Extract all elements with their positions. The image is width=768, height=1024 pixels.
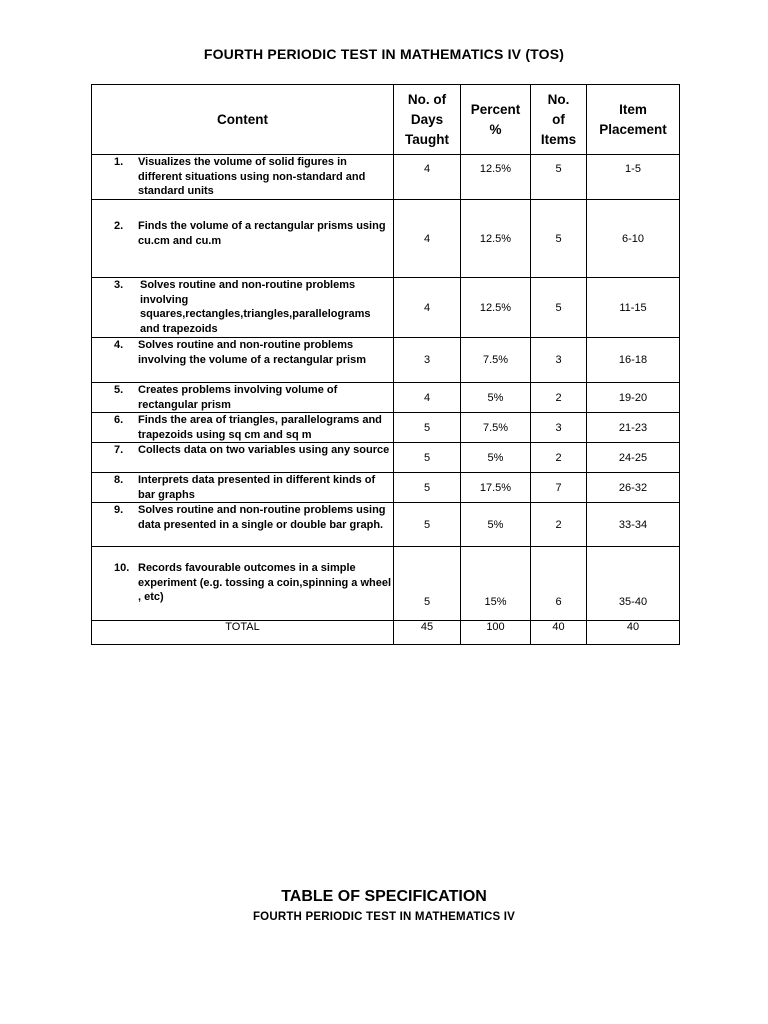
header-items-line-2: of bbox=[552, 111, 565, 127]
header-placement-line-2: Placement bbox=[599, 121, 667, 137]
row-number: 5. bbox=[114, 384, 124, 396]
row-content bbox=[92, 547, 394, 621]
header-percent bbox=[461, 85, 531, 155]
table-row bbox=[92, 547, 680, 621]
row-number: 7. bbox=[114, 444, 124, 456]
row-percent: 5% bbox=[461, 503, 531, 547]
header-item-placement bbox=[587, 85, 680, 155]
row-items: 2 bbox=[531, 503, 587, 547]
header-days-line-1: No. of bbox=[407, 91, 447, 107]
row-number: 3. bbox=[114, 279, 124, 291]
row-content bbox=[92, 473, 394, 503]
row-days: 5 bbox=[394, 473, 461, 503]
row-content bbox=[92, 338, 394, 383]
row-content bbox=[92, 200, 394, 278]
row-number: 9. bbox=[114, 504, 124, 516]
row-content bbox=[92, 155, 394, 200]
row-days: 3 bbox=[394, 338, 461, 383]
table-row bbox=[92, 155, 680, 200]
row-days: 4 bbox=[394, 383, 461, 413]
header-no-of-items bbox=[531, 85, 587, 155]
row-content-text: Creates problems involving volume of rectangular prism bbox=[138, 384, 338, 411]
row-percent: 7.5% bbox=[461, 338, 531, 383]
row-content-text: Solves routine and non-routine problems involving squares,rectangles,triangles,parallelograms and trapezoids bbox=[140, 279, 371, 335]
row-number: 6. bbox=[114, 414, 124, 426]
header-items-line-1: No. bbox=[547, 91, 570, 107]
header-days-taught bbox=[394, 85, 461, 155]
header-percent-line-2: % bbox=[489, 121, 502, 137]
row-content-text: Finds the area of triangles, parallelograms and trapezoids using sq cm and sq m bbox=[138, 414, 382, 441]
row-items: 2 bbox=[531, 443, 587, 473]
row-placement: 21-23 bbox=[587, 413, 680, 443]
row-content bbox=[92, 443, 394, 473]
row-items: 6 bbox=[531, 547, 587, 621]
document-title: FOURTH PERIODIC TEST IN MATHEMATICS IV (TOS) bbox=[203, 46, 565, 62]
row-content bbox=[92, 278, 394, 338]
header-placement-line-1: Item bbox=[619, 101, 647, 117]
table-row bbox=[92, 413, 680, 443]
row-items: 5 bbox=[531, 278, 587, 338]
row-items: 5 bbox=[531, 200, 587, 278]
row-placement: 19-20 bbox=[587, 383, 680, 413]
row-number: 10. bbox=[114, 562, 130, 574]
total-percent: 100 bbox=[461, 621, 531, 645]
row-placement: 35-40 bbox=[587, 547, 680, 621]
row-number: 4. bbox=[114, 339, 124, 351]
row-items: 5 bbox=[531, 155, 587, 200]
row-content-text: Records favourable outcomes in a simple experiment (e.g. tossing a coin,spinning a wheel , etc) bbox=[138, 562, 392, 603]
specification-table bbox=[91, 84, 680, 645]
row-percent: 12.5% bbox=[461, 155, 531, 200]
row-percent: 12.5% bbox=[461, 278, 531, 338]
header-items-line-3: Items bbox=[540, 131, 577, 147]
row-days: 5 bbox=[394, 503, 461, 547]
row-percent: 7.5% bbox=[461, 413, 531, 443]
row-percent: 15% bbox=[461, 547, 531, 621]
total-days: 45 bbox=[394, 621, 461, 645]
row-placement: 11-15 bbox=[587, 278, 680, 338]
row-days: 5 bbox=[394, 443, 461, 473]
header-percent-line-1: Percent bbox=[470, 101, 521, 117]
row-percent: 12.5% bbox=[461, 200, 531, 278]
row-content-text: Visualizes the volume of solid figures in different situations using non-standard and standard units bbox=[138, 156, 366, 197]
row-content-text: Solves routine and non-routine problems involving the volume of a rectangular prism bbox=[138, 339, 366, 366]
row-content-text: Finds the volume of a rectangular prisms using cu.cm and cu.m bbox=[138, 220, 386, 247]
header-content: Content bbox=[92, 85, 394, 155]
table-row bbox=[92, 200, 680, 278]
row-items: 7 bbox=[531, 473, 587, 503]
row-percent: 17.5% bbox=[461, 473, 531, 503]
total-placement: 40 bbox=[587, 621, 680, 645]
row-content bbox=[92, 413, 394, 443]
row-placement: 26-32 bbox=[587, 473, 680, 503]
table-header-row bbox=[92, 85, 680, 155]
row-days: 4 bbox=[394, 278, 461, 338]
row-placement: 1-5 bbox=[587, 155, 680, 200]
row-placement: 16-18 bbox=[587, 338, 680, 383]
table-row bbox=[92, 473, 680, 503]
total-label: TOTAL bbox=[92, 621, 394, 645]
row-number: 1. bbox=[114, 156, 124, 168]
table-row bbox=[92, 443, 680, 473]
row-placement: 6-10 bbox=[587, 200, 680, 278]
row-number: 8. bbox=[114, 474, 124, 486]
total-row bbox=[92, 621, 680, 645]
table-row bbox=[92, 338, 680, 383]
table-row bbox=[92, 503, 680, 547]
row-percent: 5% bbox=[461, 443, 531, 473]
table-row bbox=[92, 383, 680, 413]
row-content bbox=[92, 383, 394, 413]
row-content-text: Solves routine and non-routine problems using data presented in a single or double bar graph. bbox=[138, 504, 386, 531]
bottom-subtitle: FOURTH PERIODIC TEST IN MATHEMATICS IV bbox=[252, 911, 516, 923]
row-items: 3 bbox=[531, 413, 587, 443]
table-row bbox=[92, 278, 680, 338]
row-content-text: Collects data on two variables using any source bbox=[138, 444, 390, 456]
total-items: 40 bbox=[531, 621, 587, 645]
row-days: 4 bbox=[394, 155, 461, 200]
row-placement: 33-34 bbox=[587, 503, 680, 547]
header-days-line-3: Taught bbox=[405, 131, 449, 147]
row-placement: 24-25 bbox=[587, 443, 680, 473]
bottom-title: TABLE OF SPECIFICATION bbox=[281, 888, 487, 905]
row-content-text: Interprets data presented in different kinds of bar graphs bbox=[138, 474, 376, 501]
header-days-line-2: Days bbox=[410, 111, 444, 127]
row-number: 2. bbox=[114, 220, 124, 232]
row-items: 2 bbox=[531, 383, 587, 413]
row-content bbox=[92, 503, 394, 547]
row-items: 3 bbox=[531, 338, 587, 383]
row-days: 5 bbox=[394, 413, 461, 443]
row-days: 4 bbox=[394, 200, 461, 278]
row-percent: 5% bbox=[461, 383, 531, 413]
row-days: 5 bbox=[394, 547, 461, 621]
